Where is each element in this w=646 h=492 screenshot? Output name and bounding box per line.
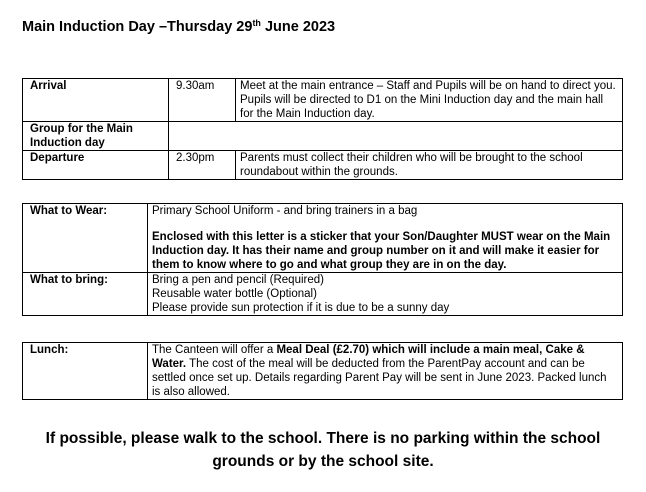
lunch-table	[22, 342, 623, 400]
wear-sticker-notice: Enclosed with this letter is a sticker that your Son/Daughter MUST wear on the Main Induction day. It has their name and group number on it and will make it easier for them to know where to go and what group they are in on the day.	[152, 231, 611, 271]
footer-notice	[0, 427, 646, 473]
footer-line: If possible, please walk to the school. There is no parking within the school	[45, 430, 601, 447]
arrival-row	[23, 79, 623, 122]
lunch-text	[148, 343, 623, 400]
arrival-text: Meet at the main entrance – Staff and Pupils will be on hand to direct you. Pupils will be directed to D1 on the Mini Induction day and the main hall for the Main Induction day.	[236, 79, 623, 122]
arrival-time: 9.30am	[169, 79, 236, 122]
schedule-table	[22, 78, 623, 180]
wear-bring-table	[22, 203, 623, 316]
lunch-meal-deal: Meal Deal (£2.70) which will include a main meal, Cake & Water.	[152, 344, 585, 370]
group-label: Group for the Main Induction day	[23, 122, 169, 151]
departure-text: Parents must collect their children who will be brought to the school roundabout within the grounds.	[236, 151, 623, 180]
bring-row	[23, 273, 623, 316]
bring-item: Reusable water bottle (Optional)	[152, 288, 317, 300]
bring-item: Please provide sun protection if it is due to be a sunny day	[152, 302, 450, 314]
group-value	[169, 122, 623, 151]
bring-label: What to bring:	[23, 273, 148, 316]
departure-row	[23, 151, 623, 180]
title-month-year: June 2023	[260, 19, 336, 35]
wear-row	[23, 204, 623, 273]
arrival-label: Arrival	[23, 79, 169, 122]
title-ordinal: th	[252, 18, 261, 28]
bring-item: Bring a pen and pencil (Required)	[152, 274, 324, 286]
lunch-row	[23, 343, 623, 400]
lunch-intro: The Canteen will offer a	[152, 344, 277, 356]
wear-uniform: Primary School Uniform - and bring trainers in a bag	[152, 205, 418, 217]
lunch-details: The cost of the meal will be deducted from the ParentPay account and can be settled once set up. Details regarding Parent Pay will be sent in June 2023. Packed lunch is also allowed.	[152, 358, 607, 398]
departure-time: 2.30pm	[169, 151, 236, 180]
page-title	[22, 18, 335, 35]
group-row	[23, 122, 623, 151]
lunch-label: Lunch:	[23, 343, 148, 400]
title-text: Main Induction Day –Thursday 29	[22, 19, 253, 35]
departure-label: Departure	[23, 151, 169, 180]
wear-label: What to Wear:	[23, 204, 148, 273]
footer-line: grounds or by the school site.	[212, 453, 434, 470]
